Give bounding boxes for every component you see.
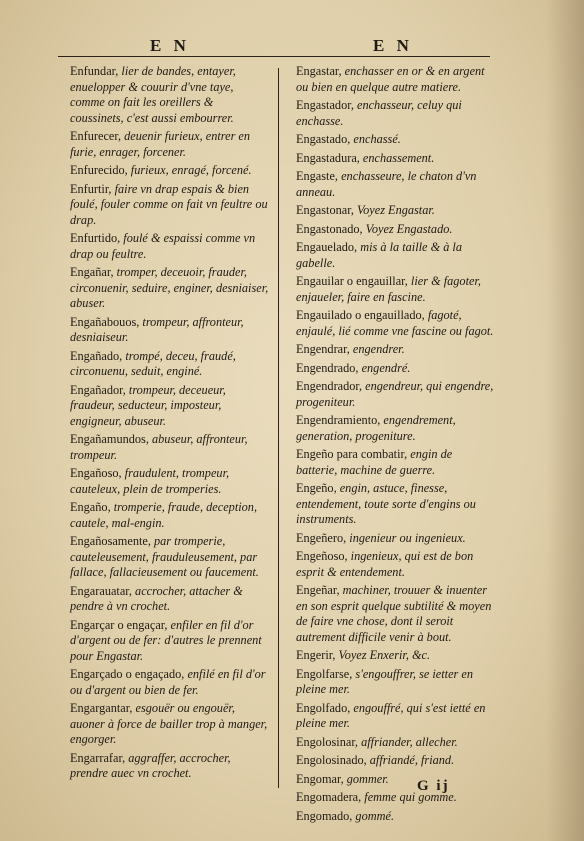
entry-headword: Engolosinar,: [296, 734, 359, 749]
signature-mark: G ij: [417, 778, 450, 794]
entry-headword: Engauelado,: [296, 240, 358, 254]
entry-headword: Engolfarse,: [296, 666, 353, 681]
entry-headword: Engañabouos,: [70, 314, 140, 329]
entry-definition: faire vn drap espais & bien foulé, fouler comme on fait vn feultre ou drap.: [70, 181, 268, 227]
entry-definition: s'engouffrer, se ietter en pleine mer.: [296, 666, 474, 696]
entry-headword: Engastador,: [296, 98, 354, 112]
dictionary-entry: [286, 753, 496, 769]
entry-headword: Engañado,: [70, 348, 123, 363]
dictionary-entry: [60, 751, 270, 782]
dictionary-entry: [60, 315, 270, 346]
entry-headword: Engastonado,: [296, 221, 363, 236]
dictionary-entry: [286, 735, 496, 751]
entry-definition: enfiler en fil d'or d'argent ou de fer: d'autres le prennent pour Engastar.: [70, 617, 262, 663]
dictionary-entry: [60, 129, 270, 160]
dictionary-entry: [60, 701, 270, 748]
entry-definition: mis à la taille & à la gabelle.: [296, 240, 462, 270]
entry-headword: Engolfado,: [296, 700, 351, 715]
entry-definition: furieux, enragé, forcené.: [127, 163, 252, 177]
entry-definition: foulé & espaissi comme vn drap ou feultre.: [70, 231, 256, 261]
entry-headword: Engarrafar,: [70, 750, 126, 765]
dictionary-entry: [60, 534, 270, 581]
entry-headword: Engastar,: [296, 64, 342, 78]
dictionary-entry: [60, 667, 270, 698]
entry-definition: lier de bandes, entayer, enuelopper & couurir d'vne taye, comme on fait les oreillers & coussinets, c'est aussi embourrer.: [70, 64, 236, 125]
dictionary-entry: [286, 361, 496, 377]
dictionary-entry: [60, 231, 270, 262]
dictionary-entry: [286, 132, 496, 148]
dictionary-entry: [286, 809, 496, 825]
page-edge-shadow: [546, 0, 584, 841]
entry-headword: Engomado,: [296, 808, 353, 823]
entry-definition: engendrer.: [349, 342, 405, 356]
entry-definition: ingenieur ou ingenieux.: [346, 530, 466, 545]
entry-headword: Engaño,: [70, 500, 111, 514]
dictionary-entry: [60, 265, 270, 312]
entry-headword: Engañador,: [70, 382, 126, 397]
entry-definition: abuseur, affronteur, trompeur.: [70, 432, 248, 462]
entry-definition: engin, astuce, finesse, entendement, toute sorte d'engins ou instruments.: [296, 481, 476, 526]
entry-headword: Enfurtido,: [70, 231, 121, 245]
dictionary-entry: [60, 584, 270, 615]
entry-headword: Engerir,: [296, 648, 336, 662]
entry-definition: affriandé, friand.: [366, 753, 455, 767]
entry-definition: engouffré, qui s'est ietté en pleine mer.: [296, 700, 486, 730]
entry-headword: Engomar,: [296, 771, 344, 786]
entry-headword: Engarçar o engaçar,: [70, 617, 168, 632]
entry-headword: Engañosamente,: [70, 534, 151, 548]
entry-definition: gommer.: [343, 771, 389, 786]
dictionary-entry: [286, 342, 496, 358]
entry-definition: femme qui gomme.: [361, 790, 457, 804]
dictionary-entry: [60, 618, 270, 665]
entry-headword: Enfurecer,: [70, 129, 122, 143]
entry-definition: gommé.: [352, 808, 395, 823]
entry-headword: Engeño,: [296, 481, 337, 495]
entry-definition: lier & fagoter, enjaueler, faire en fascine.: [296, 274, 481, 304]
entry-definition: engendreur, qui engendre, progeniteur.: [296, 379, 494, 409]
entry-headword: Engarauatar,: [70, 583, 132, 598]
entry-headword: Engastadura,: [296, 150, 360, 165]
entry-definition: accrocher, attacher & pendre à vn crochet.: [70, 583, 243, 613]
right-column: [286, 64, 496, 827]
dictionary-entry: [286, 772, 496, 788]
entry-definition: enchassé.: [350, 132, 401, 146]
dictionary-entry: [286, 549, 496, 580]
entry-definition: engin de batterie, machine de guerre.: [296, 447, 453, 477]
entry-headword: Engeñar,: [296, 583, 340, 597]
entry-headword: Engastonar,: [296, 203, 354, 217]
entry-definition: ingenieux, qui est de bon esprit & entendement.: [296, 549, 474, 579]
dictionary-entry: [286, 648, 496, 664]
dictionary-entry: [286, 203, 496, 219]
dictionary-entry: [60, 500, 270, 531]
dictionary-entry: [286, 98, 496, 129]
dictionary-entry: [286, 169, 496, 200]
entry-headword: Engeñero,: [296, 530, 347, 545]
entry-headword: Enfurtir,: [70, 181, 112, 196]
entry-headword: Enfundar,: [70, 64, 119, 78]
entry-definition: par tromperie, cauteleusement, frauduleusement, par fallace, fallacieusement ou faucement.: [70, 534, 259, 579]
running-head-left: E N: [150, 36, 190, 55]
entry-definition: aggraffer, accrocher, prendre auec vn crochet.: [70, 750, 231, 780]
entry-definition: enchassement.: [359, 150, 435, 165]
dictionary-entry: [286, 447, 496, 478]
dictionary-entry: [286, 667, 496, 698]
dictionary-entry: [286, 481, 496, 528]
entry-definition: trompeur, affronteur, desniaiseur.: [70, 314, 244, 344]
dictionary-entry: [286, 274, 496, 305]
dictionary-entry: [286, 240, 496, 271]
entry-headword: Engañar,: [70, 265, 114, 279]
dictionary-entry: [286, 64, 496, 95]
entry-definition: affriander, allecher.: [358, 734, 458, 749]
dictionary-entry: [286, 413, 496, 444]
dictionary-entry: [60, 64, 270, 126]
entry-definition: deuenir furieux, entrer en furie, enrager, forcener.: [70, 129, 251, 159]
entry-definition: trompé, deceu, fraudé, circonuenu, seduit, enginé.: [70, 348, 236, 378]
entry-headword: Engargantar,: [70, 701, 133, 715]
entry-definition: esgouër ou engouër, auoner à force de bailler trop à manger, engorger.: [70, 701, 268, 746]
entry-definition: tromper, deceuoir, frauder, circonuenir, seduire, enginer, desniaiser, abuser.: [70, 265, 269, 310]
entry-headword: Engomadera,: [296, 790, 362, 804]
entry-headword: Enfurecido,: [70, 163, 128, 177]
entry-definition: trompeur, deceueur, fraudeur, seducteur, imposteur, engigneur, abuseur.: [70, 382, 226, 428]
entry-definition: engendré.: [358, 360, 411, 375]
entry-headword: Engendrador,: [296, 379, 363, 393]
entry-headword: Engeñoso,: [296, 549, 348, 563]
entry-definition: enfilé en fil d'or ou d'argent ou bien de fer.: [70, 667, 266, 697]
left-column: [60, 64, 270, 785]
dictionary-entry: [60, 432, 270, 463]
entry-headword: Engauilado o engauillado,: [296, 308, 425, 322]
entry-headword: Engañoso,: [70, 466, 122, 480]
entry-definition: enchasser en or & en argent ou bien en quelque autre matiere.: [296, 64, 485, 94]
entry-definition: fagoté, enjaulé, lié comme vne fascine ou fagot.: [296, 308, 494, 338]
dictionary-entry: [286, 583, 496, 645]
entry-headword: Engarçado o engaçado,: [70, 667, 185, 681]
running-head-right: E N: [373, 36, 413, 55]
dictionary-entry: [60, 182, 270, 229]
dictionary-entry: [60, 349, 270, 380]
dictionary-entry: [286, 308, 496, 339]
entry-definition: enchasseur, celuy qui enchasse.: [296, 98, 462, 128]
entry-headword: Engaste,: [296, 169, 339, 183]
dictionary-entry: [60, 383, 270, 430]
header-rule: [58, 56, 490, 57]
entry-definition: fraudulent, trompeur, cauteleux, plein de tromperies.: [70, 466, 230, 496]
entry-headword: Engendramiento,: [296, 413, 381, 427]
entry-headword: Engastado,: [296, 132, 351, 146]
entry-headword: Engendrar,: [296, 342, 350, 356]
dictionary-entry: [60, 466, 270, 497]
entry-definition: engendrement, generation, progeniture.: [296, 413, 456, 443]
dictionary-entry: [286, 379, 496, 410]
entry-headword: Engauilar o engauillar,: [296, 274, 408, 288]
entry-definition: tromperie, fraude, deception, cautele, mal-engin.: [70, 500, 258, 530]
entry-definition: Voyez Enxerir, &c.: [335, 648, 431, 662]
entry-headword: Engañamundos,: [70, 432, 149, 446]
dictionary-entry: [286, 531, 496, 547]
column-divider: [278, 68, 279, 788]
dictionary-entry: [286, 151, 496, 167]
entry-headword: Engolosinado,: [296, 753, 367, 767]
dictionary-entry: [60, 163, 270, 179]
dictionary-entry: [286, 701, 496, 732]
dictionary-entry: [286, 222, 496, 238]
dictionary-entry: [286, 790, 496, 806]
entry-headword: Engeño para combatir,: [296, 447, 408, 461]
entry-definition: Voyez Engastar.: [353, 203, 435, 217]
entry-headword: Engendrado,: [296, 360, 359, 375]
entry-definition: Voyez Engastado.: [362, 221, 453, 236]
entry-definition: enchasseure, le chaton d'vn anneau.: [296, 169, 477, 199]
entry-definition: machiner, trouuer & inuenter en son esprit quelque subtilité & moyen de faire vne chose, dont il seroit autrement difficile venir à bout.: [296, 583, 492, 644]
